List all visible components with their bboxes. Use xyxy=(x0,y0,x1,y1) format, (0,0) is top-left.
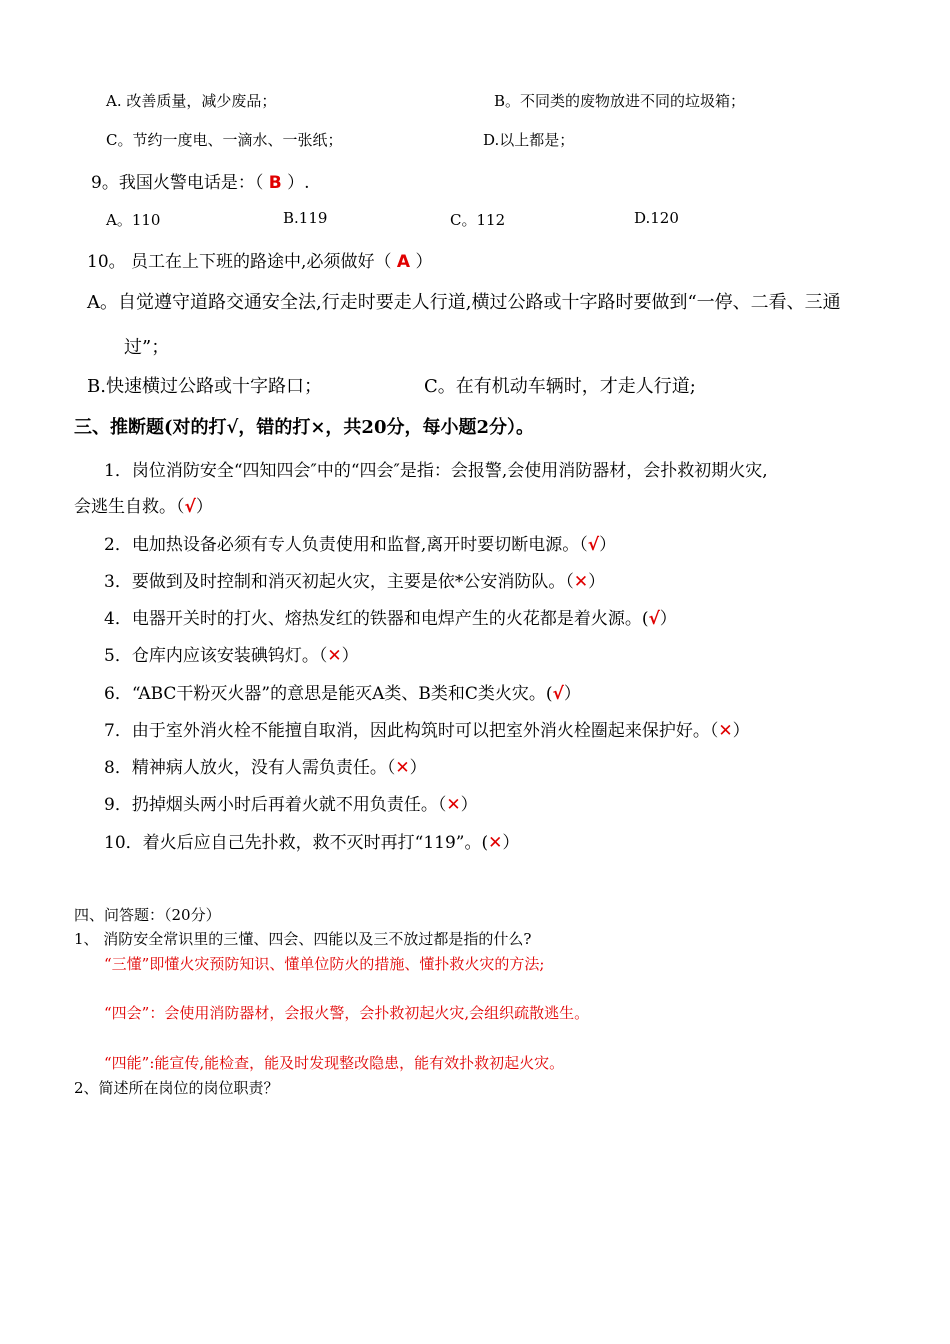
q9-option-d: D.120 xyxy=(634,209,679,227)
q10-prefix: 10。 员工在上下班的路途中,必须做好（ xyxy=(87,252,392,272)
s3-item-7-close: ） xyxy=(732,721,750,741)
s4-answer-1-line3: “四能”:能宣传,能检查，能及时发现整改隐患，能有效扑救初起火灾。 xyxy=(104,1054,565,1072)
check-mark-icon: √ xyxy=(552,684,564,704)
s3-item-10-close: ） xyxy=(502,833,520,853)
s3-item-1: 1．岗位消防安全“四知四会″中的“四会″是指：会报警,会使用消防器材，会扑救初期火灾, xyxy=(104,461,768,481)
s3-item-2-text: 2．电加热设备必须有专人负责使用和监督,离开时要切断电源。（ xyxy=(104,535,588,555)
s3-item-5-text: 5．仓库内应该安装碘钨灯。（ xyxy=(104,646,328,666)
s3-item-9-close: ） xyxy=(460,795,478,815)
s4-question-1: 1、 消防安全常识里的三懂、四会、四能以及三不放过都是指的什么? xyxy=(74,930,532,948)
section4-heading: 四、问答题：（20分） xyxy=(74,906,221,924)
q10-option-a-line2: 过”； xyxy=(124,337,170,358)
s3-item-6 xyxy=(104,679,581,704)
s3-item-8-text: 8．精神病人放火，没有人需负责任。（ xyxy=(104,758,396,778)
q8-option-c: C。节约一度电、一滴水、一张纸； xyxy=(106,131,343,149)
s3-item-7-text: 7．由于室外消火栓不能擅自取消，因此构筑时可以把室外消火栓圈起来保护好。（ xyxy=(104,721,719,741)
cross-mark-icon: ✕ xyxy=(446,795,461,815)
s3-item-4 xyxy=(104,604,677,629)
s4-answer-1-line1: “三懂”即懂火灾预防知识、懂单位防火的措施、懂扑救火灾的方法; xyxy=(104,955,545,973)
q10-answer: A xyxy=(396,252,411,272)
check-mark-icon: √ xyxy=(648,609,660,629)
s3-item-9 xyxy=(104,790,478,815)
s3-item-9-text: 9．扔掉烟头两小时后再着火就不用负责任。（ xyxy=(104,795,447,815)
q9-option-a: A。110 xyxy=(106,211,161,229)
check-mark-icon: √ xyxy=(587,535,600,555)
q10-option-c: C。在有机动车辆时，才走人行道; xyxy=(424,376,696,397)
q9-option-b: B.119 xyxy=(283,209,328,227)
q10-question xyxy=(87,247,432,272)
q10-option-a-line1: A。自觉遵守道路交通安全法,行走时要走人行道,横过公路或十字路时要做到“一停、二看、三通 xyxy=(87,292,841,313)
s3-item-8 xyxy=(104,753,427,778)
q10-suffix: ） xyxy=(415,252,433,272)
s3-item-8-close: ） xyxy=(409,758,427,778)
s3-item-5 xyxy=(104,641,359,666)
q9-option-c: C。112 xyxy=(450,211,506,229)
s3-item-3-close: ） xyxy=(588,572,606,592)
s4-answer-1-line2: “四会”：会使用消防器材，会报火警，会扑救初起火灾,会组织疏散逃生。 xyxy=(104,1004,590,1022)
cross-mark-icon: ✕ xyxy=(718,721,733,741)
cross-mark-icon: ✕ xyxy=(395,758,410,778)
cross-mark-icon: ✕ xyxy=(488,833,503,853)
s3-item-7 xyxy=(104,716,750,741)
s3-item-2 xyxy=(104,530,616,555)
s3-item-3-text: 3．要做到及时控制和消灭初起火灾，主要是依*公安消防队。（ xyxy=(104,572,574,592)
s3-item-1-text2: 会逃生自救。（ xyxy=(74,497,185,517)
s3-item-1-close: ） xyxy=(195,497,213,517)
s3-item-4-close: ） xyxy=(659,609,677,629)
s3-item-6-close: ） xyxy=(563,684,581,704)
s3-item-10 xyxy=(104,828,519,853)
s3-item-3 xyxy=(104,567,605,592)
s3-item-5-close: ） xyxy=(341,646,359,666)
s3-item-4-text: 4．电器开关时的打火、熔热发红的铁器和电焊产生的火花都是着火源。( xyxy=(104,609,649,629)
q8-option-b: B。不同类的废物放进不同的垃圾箱； xyxy=(494,92,746,110)
cross-mark-icon: ✕ xyxy=(573,572,589,592)
q9-prefix: 9。我国火警电话是：（ xyxy=(91,173,264,193)
q9-suffix: ）. xyxy=(287,173,310,193)
s3-item-1-cont xyxy=(74,492,213,517)
q9-question xyxy=(91,168,310,193)
s3-item-10-text: 10．着火后应自己先扑救，救不灭时再打“119”。( xyxy=(104,833,489,853)
s4-question-2: 2、简述所在岗位的岗位职责？ xyxy=(74,1079,279,1097)
s3-item-6-text: 6．“ABC干粉灭火器”的意思是能灭A类、B类和C类火灾。( xyxy=(104,684,553,704)
q8-option-d: D.以上都是； xyxy=(483,131,575,149)
q9-answer: B xyxy=(268,173,282,193)
section3-heading: 三、推断题(对的打√，错的打×，共20分，每小题2分）。 xyxy=(74,417,534,438)
cross-mark-icon: ✕ xyxy=(327,646,342,666)
check-mark-icon: √ xyxy=(184,497,196,517)
q8-option-a: A. 改善质量，减少废品； xyxy=(106,92,277,110)
q10-option-b: B.快速横过公路或十字路口； xyxy=(87,376,322,397)
s3-item-2-close: ） xyxy=(599,535,617,555)
